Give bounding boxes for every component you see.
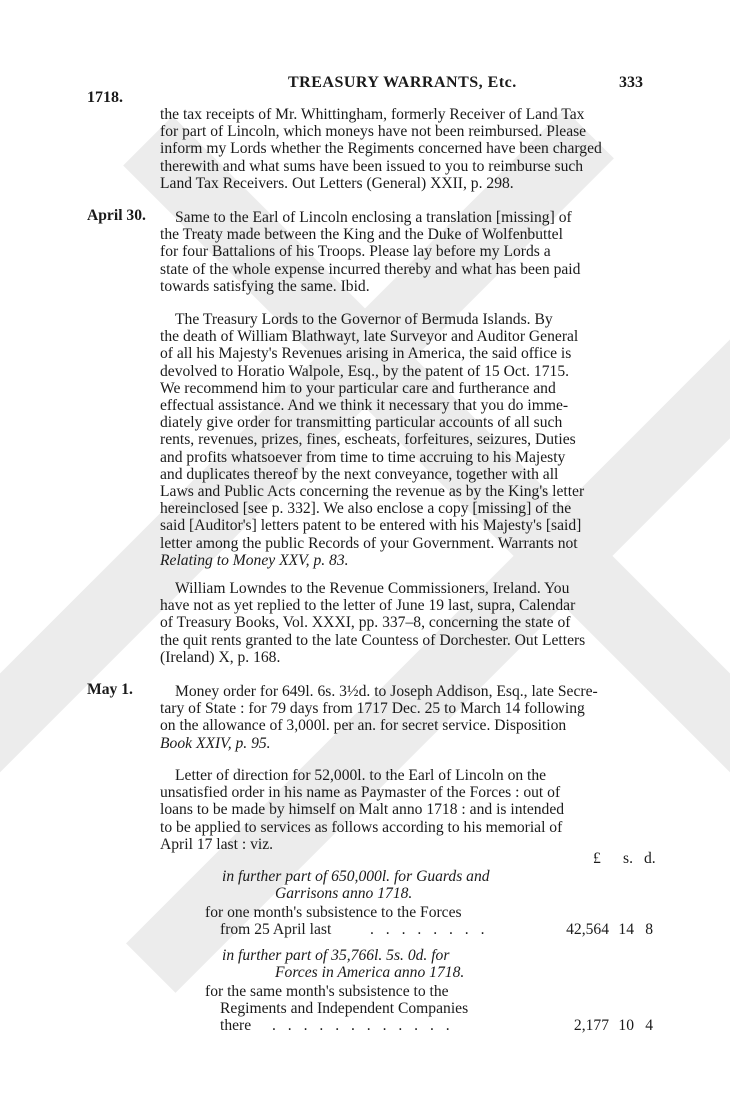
text-line: unsatisfied order in his name as Paymaster of the Forces : out of (160, 784, 561, 802)
text-line: and duplicates thereof by the next conveyance, together with all (160, 465, 559, 483)
table-item: for one month's subsistence to the Forces (205, 904, 462, 921)
text-line: effectual assistance. And we think it necessary that you do imme- (160, 397, 569, 415)
text-line: for four Battalions of his Troops. Please lay before my Lords a (160, 243, 551, 261)
table-item: there (220, 1017, 252, 1034)
text-line: April 17 last : viz. (160, 835, 274, 853)
text-line: Book XXIV, p. 95. (160, 734, 271, 752)
text-line: towards satisfying the same. Ibid. (160, 277, 370, 295)
margin-year: 1718. (87, 89, 123, 106)
entry-paragraph (160, 311, 653, 569)
text-line: the quit rents granted to the late Countess of Dorchester. Out Letters (160, 631, 586, 649)
money-table (200, 850, 655, 1040)
text-line: rents, revenues, prizes, fines, escheats, forfeitures, seizures, Duties (160, 431, 576, 449)
text-line: hereinclosed [see p. 332]. We also enclose a copy [missing] of the (160, 500, 572, 518)
dot-leaders: . . . . . . . . . . . . (272, 1017, 454, 1034)
table-item: Regiments and Independent Companies (220, 1000, 469, 1017)
text-line: The Treasury Lords to the Governor of Bermuda Islands. By (175, 311, 553, 328)
text-line: to be applied to services as follows according to his memorial of (160, 818, 563, 836)
text-line: of Treasury Books, Vol. XXXI, pp. 337–8, concerning the state of (160, 614, 571, 632)
text-line: and profits whatsoever from time to time accruing to his Majesty (160, 448, 566, 466)
text-line: Letter of direction for 52,000l. to the Earl of Lincoln on the (175, 767, 547, 784)
text-line: the death of William Blathwayt, late Surveyor and Auditor General (160, 328, 579, 346)
group-heading: Forces in America anno 1718. (275, 964, 465, 981)
text-line: Relating to Money XXV, p. 83. (160, 551, 349, 569)
amount-shillings: 14 (618, 921, 634, 938)
text-line: devolved to Horatio Walpole, Esq., by the patent of 15 Oct. 1715. (160, 362, 570, 380)
text-line: for part of Lincoln, which moneys have not been reimbursed. Please (160, 123, 587, 141)
text-line: therewith and what sums have been issued to you to reimburse such (160, 157, 584, 175)
entry-paragraph (160, 209, 653, 295)
group-heading: in further part of 650,000l. for Guards and (222, 868, 490, 885)
text-line: said [Auditor's] letters patent to be entered with his Majesty's [said] (160, 517, 582, 535)
amount-shillings: 10 (618, 1017, 634, 1034)
amount-pounds: 42,564 (566, 921, 609, 938)
amount-pence: 4 (645, 1017, 653, 1034)
dot-leaders: . . . . . . . . (370, 921, 489, 938)
text-line: the Treaty made between the King and the Duke of Wolfenbuttel (160, 226, 563, 244)
entry-date: April 30. (87, 207, 146, 224)
text-line: (Ireland) X, p. 168. (160, 648, 281, 666)
page-number: 333 (619, 74, 643, 91)
group-heading: in further part of 35,766l. 5s. 0d. for (222, 947, 450, 964)
text-line: diately give order for transmitting particular accounts of all such (160, 414, 563, 432)
entry-paragraph (160, 580, 653, 666)
text-line: the tax receipts of Mr. Whittingham, formerly Receiver of Land Tax (160, 106, 585, 123)
text-line: letter among the public Records of your Government. Warrants not (160, 534, 578, 552)
running-title: TREASURY WARRANTS, Etc. (288, 74, 517, 91)
group-heading: Garrisons anno 1718. (275, 885, 413, 902)
entry-paragraph (160, 106, 653, 192)
text-line: on the allowance of 3,000l. per an. for secret service. Disposition (160, 717, 567, 735)
text-line: Same to the Earl of Lincoln enclosing a translation [missing] of (175, 209, 572, 226)
text-line: William Lowndes to the Revenue Commissioners, Ireland. You (175, 580, 570, 597)
table-item: from 25 April last (220, 921, 332, 938)
text-line: tary of State : for 79 days from 1717 Dec. 25 to March 14 following (160, 700, 585, 718)
column-shillings: s. (623, 850, 633, 867)
table-item: for the same month's subsistence to the (205, 983, 449, 1000)
text-line: state of the whole expense incurred thereby and what has been paid (160, 260, 581, 278)
text-line: Laws and Public Acts concerning the revenue as by the King's letter (160, 483, 585, 501)
text-line: Money order for 649l. 6s. 3½d. to Joseph Addison, Esq., late Secre- (175, 683, 598, 700)
amount-pounds: 2,177 (573, 1017, 609, 1034)
text-line: We recommend him to your particular care and furtherance and (160, 379, 556, 397)
text-line: loans to be made by himself on Malt anno 1718 : and is intended (160, 801, 565, 819)
entry-date: May 1. (87, 681, 133, 698)
entry-paragraph (160, 767, 653, 853)
text-line: have not as yet replied to the letter of June 19 last, supra, Calendar (160, 597, 576, 615)
entry-paragraph (160, 683, 653, 752)
text-line: Land Tax Receivers. Out Letters (General) XXII, p. 298. (160, 174, 514, 192)
text-line: inform my Lords whether the Regiments concerned have been charged (160, 140, 602, 158)
column-pence: d. (644, 850, 656, 867)
text-line: of all his Majesty's Revenues arising in America, the said office is (160, 345, 572, 363)
column-pounds: £ (593, 850, 601, 867)
amount-pence: 8 (645, 921, 653, 938)
